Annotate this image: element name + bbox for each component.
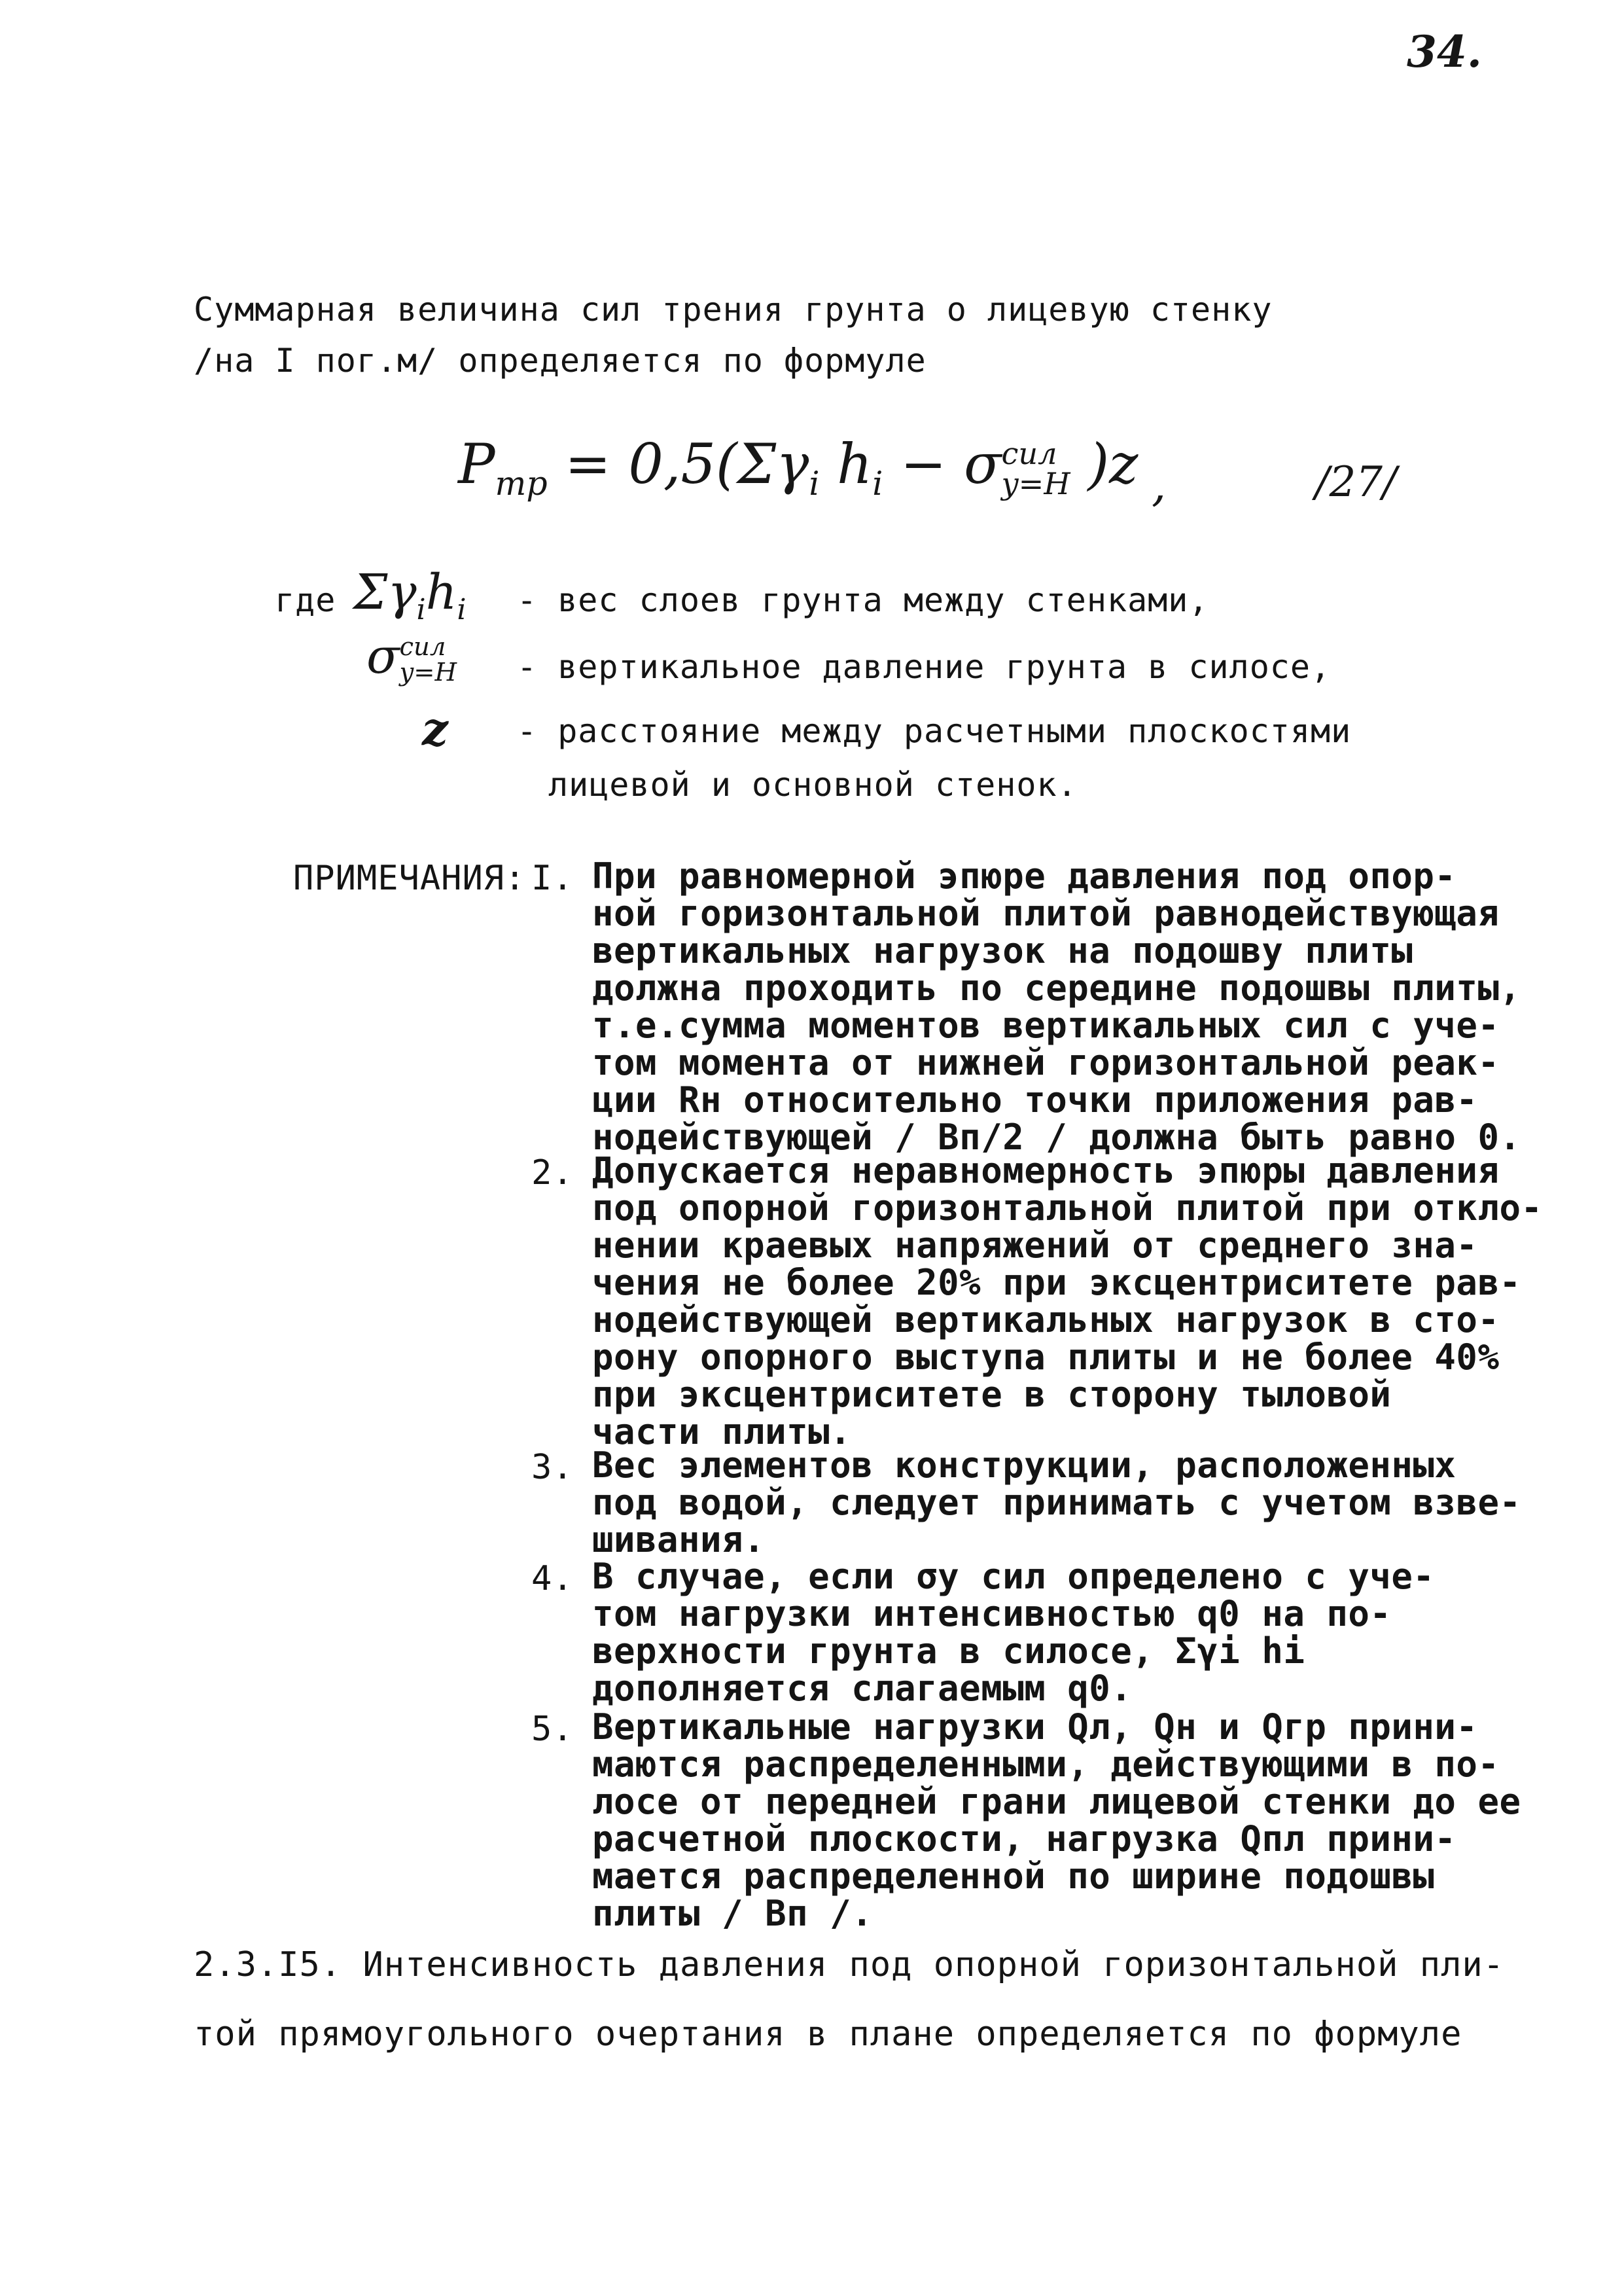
formula-comma: , — [1152, 458, 1167, 512]
notes-label: ПРИМЕЧАНИЯ: — [293, 859, 526, 898]
note-4-text: В случае, если σy сил определено с уче- том нагрузки интенсивностью q0 на по- верхности грунта в силосе, Σγi hi дополняется слагаемым q0. — [592, 1556, 1435, 1709]
note-4-number: 4. — [531, 1559, 574, 1598]
definition-symbol-2: σ сил y=H — [366, 628, 457, 687]
definition-symbol-1: $\Sigma\gamma_ih_i$ — [353, 564, 467, 626]
formula-h: h — [837, 432, 873, 496]
note-2-number: 2. — [531, 1153, 574, 1193]
page-number: 34. — [1407, 26, 1482, 77]
definition-symbol-3: z — [422, 702, 448, 756]
section-line-2: той прямоугольного очертания в плане определяется по формуле — [194, 2015, 1462, 2054]
formula-sigma-sub: y=H — [1001, 466, 1070, 501]
definition-1: - вес слоев грунта между стенками, — [517, 581, 1209, 619]
formula-rhs-pre: = 0,5(Σγ — [565, 432, 809, 496]
formula-lhs: P — [458, 432, 495, 496]
formula-27 — [458, 432, 1138, 503]
note-2-text: Допускается неравномерность эпюры давления под опорной горизонтальной плитой при откло- нении краевых напряжений от среднего зна- чения не более 20% при эксцентриситете рав- нодействующей вертикальных нагрузок в сто- рону опорного выступа плиты и не более 40% при эксцентриситете в сторону тыловой части плиты. — [592, 1150, 1543, 1452]
note-3-text: Вес элементов конструкции, расположенных под водой, следует принимать с учетом взве- шивания. — [592, 1444, 1521, 1560]
definition-3-line-2: лицевой и основной стенок. — [548, 766, 1078, 804]
note-5-text: Вертикальные нагрузки Qл, Qн и Qгр прини- маются распределенными, действующими в по- лосе от передней грани лицевой стенки до ее расчетной плоскости, нагрузка Qпл прини- мается распределенной по ширине подошвы плиты / Bп /. — [592, 1706, 1521, 1934]
note-5-number: 5. — [531, 1710, 574, 1749]
note-3-number: 3. — [531, 1448, 574, 1487]
section-line-1: 2.3.I5. Интенсивность давления под опорной горизонтальной пли- — [194, 1945, 1505, 1984]
note-1-number: I. — [531, 859, 574, 898]
formula-gamma-sub: i — [809, 463, 820, 503]
definition-3-line-1: - расстояние между расчетными плоскостями — [517, 712, 1352, 750]
note-1-text: При равномерной эпюре давления под опор- ной горизонтальной плитой равнодействующая вертикальных нагрузок на подошву плиты должна проходить по середине подошвы плиты, т.е.сумма моментов вертикальных сил с уче- том момента от нижней горизонтальной реак- ции Rн относительно точки приложения рав- нодействующей / Bп/2 / должна быть равно 0. — [592, 855, 1521, 1158]
intro-line-2: /на I пог.м/ определяется по формуле — [194, 342, 927, 380]
formula-lhs-sub: тр — [495, 463, 548, 503]
formula-number: /27/ — [1315, 458, 1397, 507]
where-label: где — [275, 581, 336, 619]
formula-rhs-post: )z — [1087, 432, 1139, 496]
formula-sigma-sup: сил — [1001, 435, 1057, 471]
intro-line-1: Суммарная величина сил трения грунта о лицевую стенку — [194, 291, 1273, 329]
definition-2: - вертикальное давление грунта в силосе, — [517, 648, 1332, 686]
formula-h-sub: i — [872, 463, 883, 503]
formula-minus-sigma: − σ — [900, 432, 1002, 496]
